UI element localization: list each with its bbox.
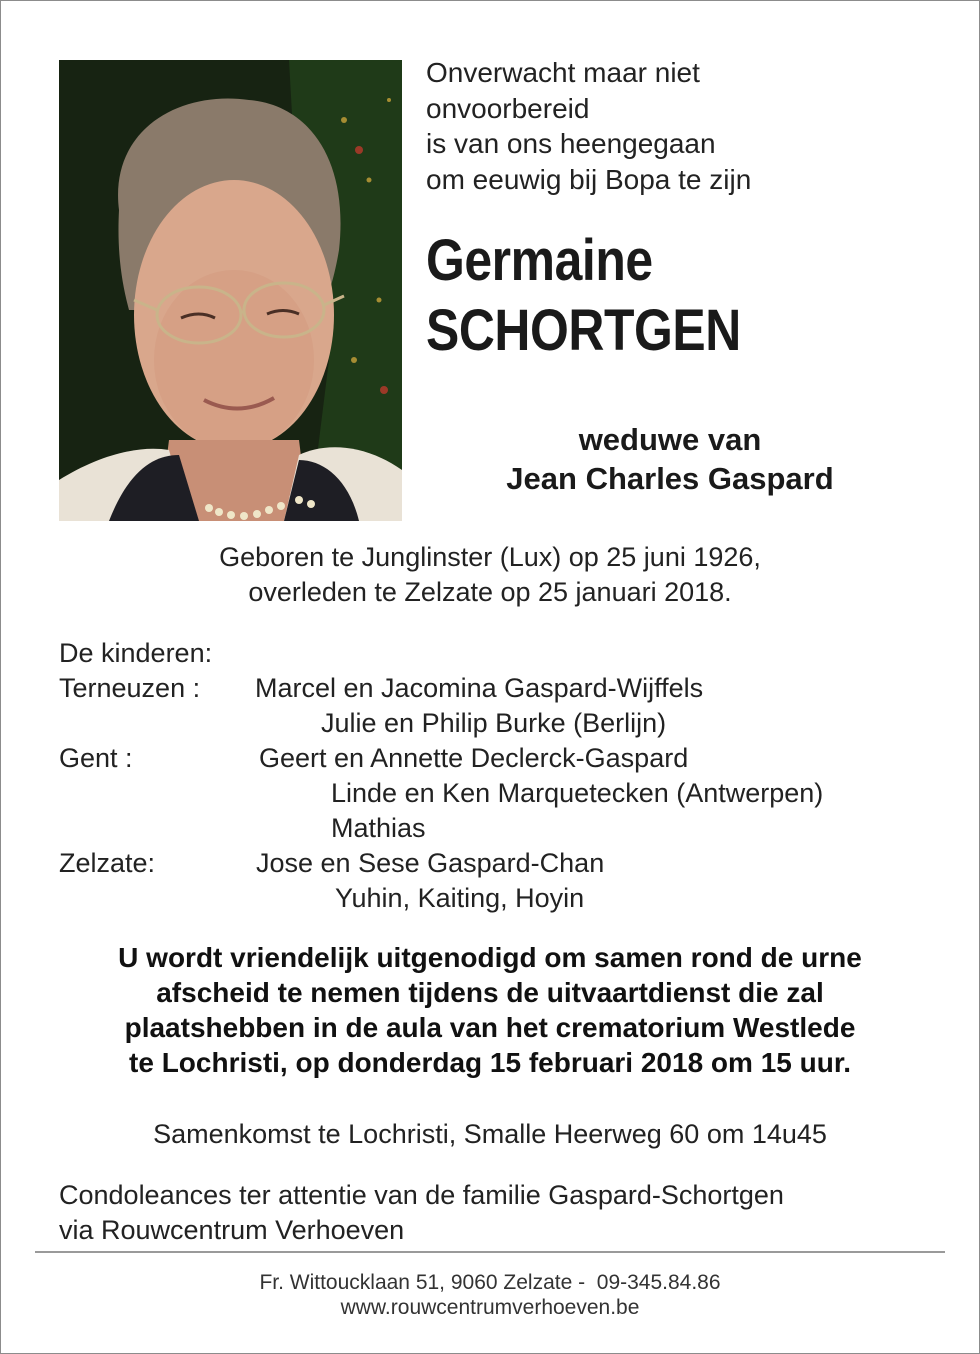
invitation-line: plaatshebben in de aula van het crematorium Westlede: [124, 1012, 856, 1043]
invitation-line: afscheid te nemen tijdens de uitvaartdienst die zal: [156, 977, 824, 1008]
funeral-home-website[interactable]: www.rouwcentrumverhoeven.be: [340, 1296, 640, 1319]
birth-line: Geboren te Junglinster (Lux) op 25 juni 1926,: [219, 542, 761, 572]
gathering-info: Samenkomst te Lochristi, Smalle Heerweg 60 om 14u45: [153, 1119, 827, 1149]
widow-label: weduwe van: [578, 422, 762, 457]
children-names: Yuhin, Kaiting, Hoyin: [335, 883, 585, 913]
spouse-name: Jean Charles Gaspard: [506, 461, 834, 496]
last-name: SCHORTGEN: [426, 298, 741, 363]
intro-line: onvoorbereid: [426, 92, 590, 124]
children-names: Marcel en Jacomina Gaspard-Wijffels: [255, 673, 704, 703]
funeral-home-address: Fr. Wittoucklaan 51, 9060 Zelzate - 09-345.84.86: [259, 1271, 721, 1294]
widow-of: [430, 420, 910, 498]
deceased-name: [426, 226, 741, 366]
children-names: Mathias: [331, 813, 426, 843]
first-name: Germaine: [426, 228, 653, 293]
invitation-line: U wordt vriendelijk uitgenodigd om samen rond de urne: [118, 942, 862, 973]
life-dates: [0, 540, 980, 610]
footer-divider: [35, 1251, 945, 1253]
intro-line: Onverwacht maar niet: [426, 57, 700, 88]
intro-line: om eeuwig bij Bopa te zijn: [426, 163, 752, 195]
intro-verse: [426, 55, 751, 197]
condolences-info: [59, 1178, 784, 1248]
invitation-line: te Lochristi, op donderdag 15 februari 2018 om 15 uur.: [129, 1047, 851, 1078]
condolences-line: via Rouwcentrum Verhoeven: [59, 1215, 405, 1245]
children-names: Julie en Philip Burke (Berlijn): [321, 708, 667, 738]
children-names: Geert en Annette Declerck-Gaspard: [259, 743, 689, 773]
portrait-photo: [59, 60, 402, 521]
condolences-line: Condoleances ter attentie van de familie Gaspard-Schortgen: [59, 1180, 784, 1210]
intro-line: is van ons heengegaan: [426, 128, 716, 159]
children-heading: De kinderen:: [59, 638, 213, 668]
children-place: Zelzate:: [59, 848, 156, 878]
children-names: Linde en Ken Marquetecken (Antwerpen): [331, 778, 824, 808]
funeral-home-footer: [0, 1270, 980, 1320]
children-place: Terneuzen :: [59, 673, 201, 703]
death-line: overleden te Zelzate op 25 januari 2018.: [248, 577, 732, 607]
funeral-invitation: [0, 940, 980, 1080]
children-place: Gent :: [59, 743, 133, 773]
children-names: Jose en Sese Gaspard-Chan: [256, 848, 605, 878]
